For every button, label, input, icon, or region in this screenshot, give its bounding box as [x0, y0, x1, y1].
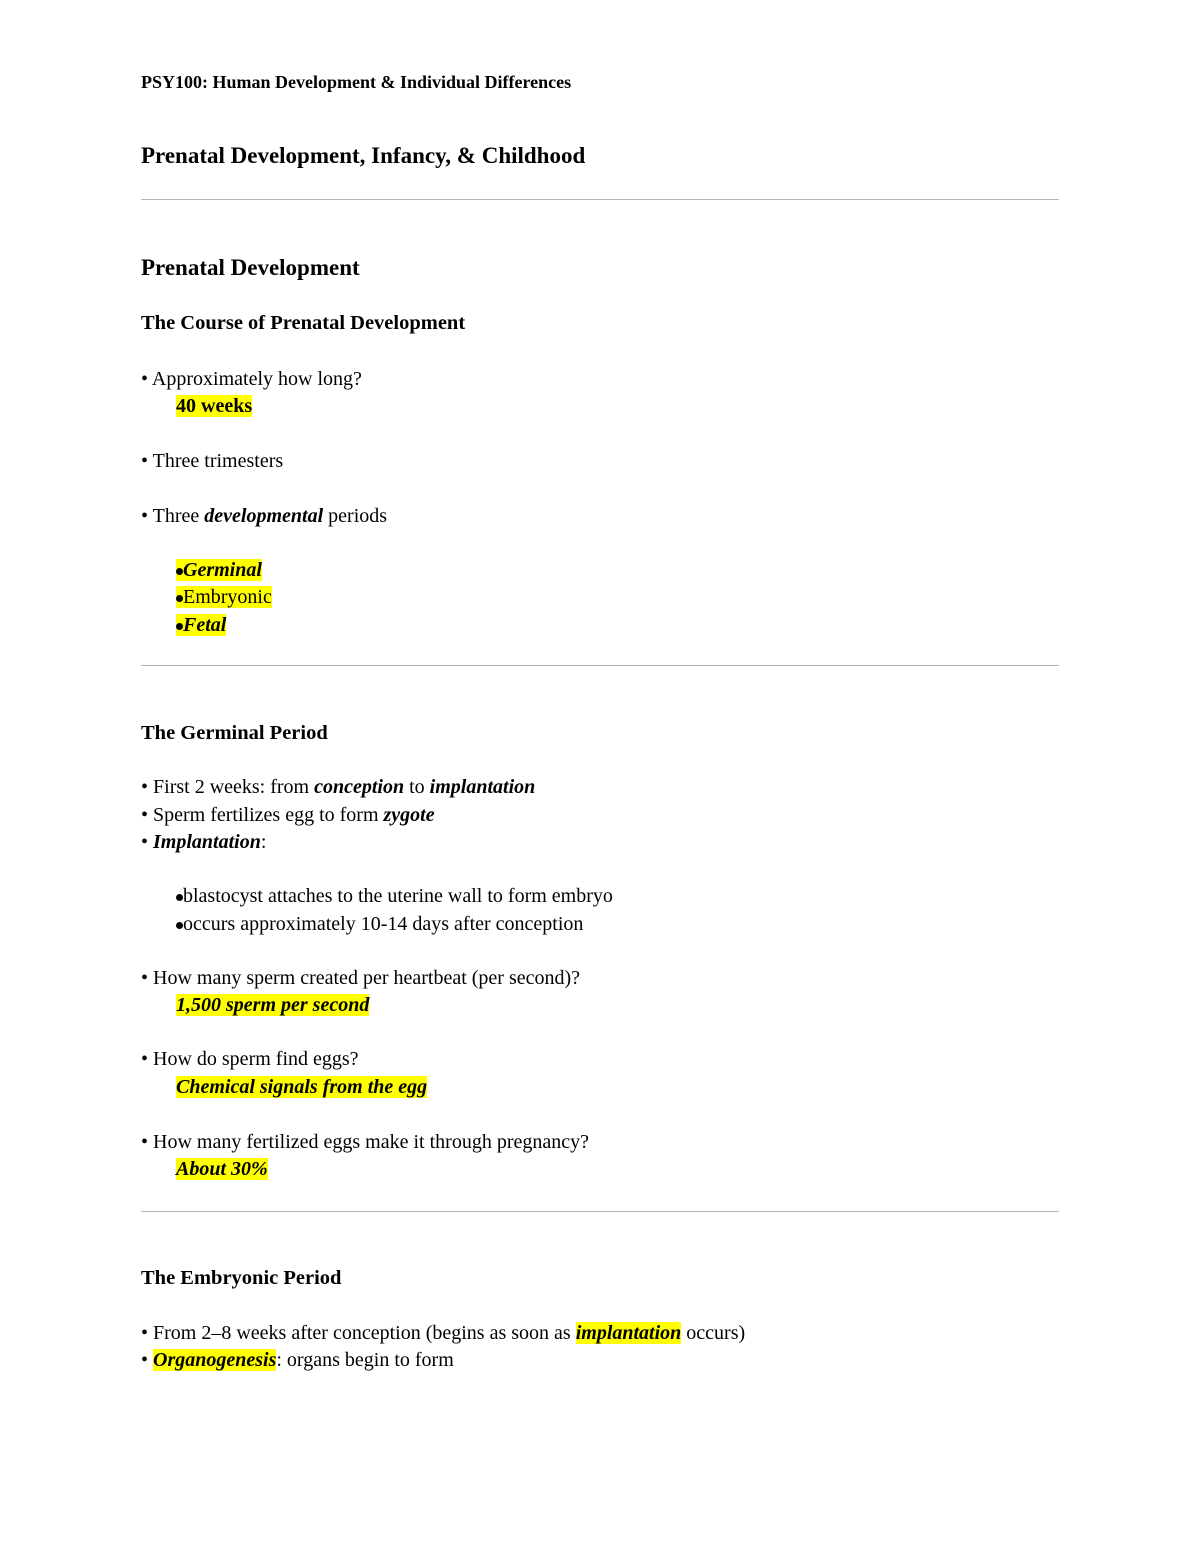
answer-highlight: Chemical signals from the egg	[176, 1076, 428, 1098]
list-text-prefix: Three	[152, 505, 205, 527]
bullet-dot	[176, 623, 183, 630]
subheading-germinal: The Germinal Period	[141, 722, 328, 744]
bullet-glyph: •	[141, 1048, 149, 1070]
bullet-germinal-2	[141, 804, 435, 827]
sub-list-text: occurs approximately 10-14 days after conception	[183, 913, 584, 935]
bullet-glyph: •	[141, 450, 149, 472]
bullet-glyph: •	[141, 804, 149, 826]
bullet-trimesters	[141, 450, 283, 473]
period-highlight	[176, 614, 226, 636]
text: From 2–8 weeks after conception (begins as soon as	[153, 1322, 576, 1344]
emphasis: implantation	[429, 776, 536, 798]
question-text: Approximately how long?	[151, 368, 362, 390]
period-label: Germinal	[183, 559, 262, 581]
sub-list-item	[176, 885, 613, 908]
bullet-embryonic-1	[141, 1322, 745, 1345]
subheading-embryonic: The Embryonic Period	[141, 1267, 342, 1289]
bullet-question-length	[141, 368, 362, 391]
emphasis-highlight: implantation	[575, 1322, 682, 1344]
section-title: Prenatal Development	[141, 255, 360, 280]
bullet-periods	[141, 505, 387, 528]
bullet-question-survival	[141, 1131, 589, 1154]
divider	[141, 199, 1059, 200]
answer-highlight: 40 weeks	[176, 395, 253, 417]
period-label: Embryonic	[183, 586, 272, 608]
bullet-dot	[176, 894, 183, 901]
subheading-course: The Course of Prenatal Development	[141, 312, 466, 334]
course-header: PSY100: Human Development & Individual Differences	[141, 72, 572, 92]
divider	[141, 1211, 1059, 1212]
bullet-dot	[176, 922, 183, 929]
answer-text	[176, 994, 369, 1017]
list-text-suffix: periods	[323, 505, 388, 527]
answer-text	[176, 395, 252, 418]
period-highlight	[176, 586, 272, 608]
answer-highlight: About 30%	[176, 1158, 268, 1180]
divider	[141, 665, 1059, 666]
document-title: Prenatal Development, Infancy, & Childhood	[141, 143, 586, 168]
question-text: How do sperm find eggs?	[153, 1048, 359, 1070]
bullet-germinal-3	[141, 831, 266, 854]
bullet-glyph: •	[141, 368, 149, 390]
bullet-question-sperm	[141, 967, 580, 990]
bullet-dot	[176, 595, 183, 602]
emphasis-highlight: Organogenesis	[153, 1349, 277, 1371]
text: to	[404, 776, 430, 798]
sub-list-text: blastocyst attaches to the uterine wall to form embryo	[183, 885, 613, 907]
period-item	[176, 614, 226, 637]
answer-text	[176, 1158, 268, 1181]
bullet-germinal-1	[141, 776, 535, 799]
sub-list-item	[176, 913, 583, 936]
bullet-embryonic-2	[141, 1349, 454, 1372]
emphasis: conception	[314, 776, 405, 798]
list-text: Three trimesters	[152, 450, 284, 472]
bullet-dot	[176, 568, 183, 575]
question-text: How many fertilized eggs make it through pregnancy?	[153, 1131, 589, 1153]
bullet-glyph: •	[141, 967, 149, 989]
text: : organs begin to form	[276, 1349, 454, 1371]
bullet-glyph: •	[141, 831, 149, 853]
text: occurs)	[681, 1322, 746, 1344]
text: First 2 weeks: from	[153, 776, 315, 798]
period-highlight	[176, 559, 262, 581]
bullet-glyph: •	[141, 1131, 149, 1153]
answer-highlight: 1,500 sperm per second	[176, 994, 370, 1016]
text: :	[260, 831, 267, 853]
bullet-glyph: •	[141, 1322, 149, 1344]
emphasis: zygote	[383, 804, 435, 826]
bullet-glyph: •	[141, 776, 149, 798]
period-item	[176, 586, 272, 609]
question-text: How many sperm created per heartbeat (per second)?	[153, 967, 581, 989]
answer-text	[176, 1076, 427, 1099]
bullet-question-find	[141, 1048, 359, 1071]
period-item	[176, 559, 262, 582]
bullet-glyph: •	[141, 505, 149, 527]
bullet-glyph: •	[141, 1349, 149, 1371]
period-label: Fetal	[183, 614, 227, 636]
text: Sperm fertilizes egg to form	[153, 804, 384, 826]
list-text-emphasis: developmental	[204, 505, 324, 527]
emphasis: Implantation	[153, 831, 261, 853]
